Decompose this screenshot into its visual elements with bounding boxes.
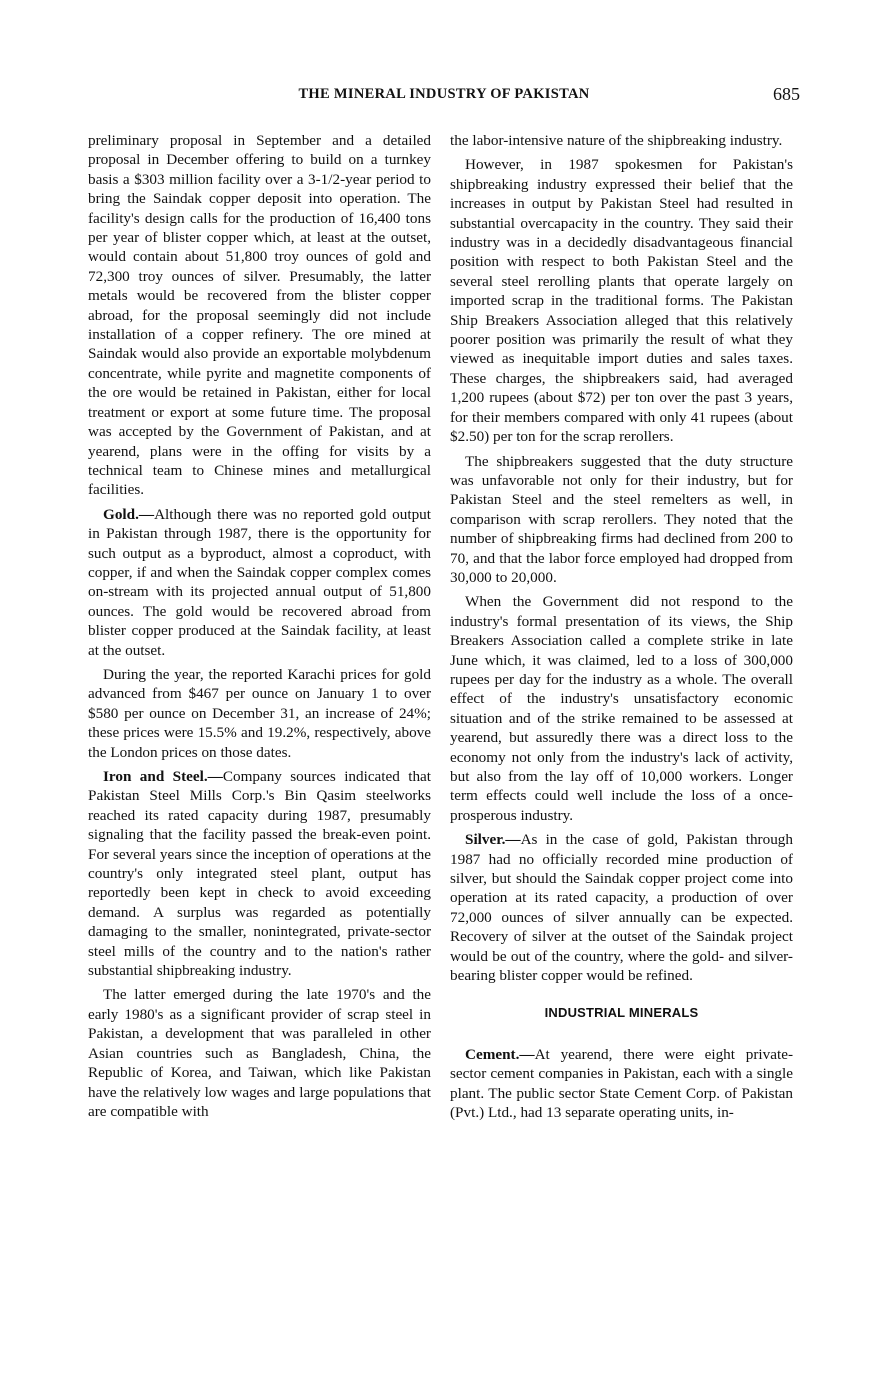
gold-run-in-heading: Gold.—: [103, 505, 155, 523]
section-heading-industrial-minerals: INDUSTRIAL MINERALS: [544, 1005, 699, 1021]
paragraph-labor-intensive: the labor-intensive nature of the shipbreaking industry.: [450, 132, 783, 149]
cement-text: At yearend, there were eight private-sector cement companies in Pakistan, each with a single plant. The public sector State Cement Corp. of Pakistan (Pvt.) Ltd., had 13 separate operating units, in-: [450, 1045, 793, 1122]
paragraph-iron-steel: [88, 767, 431, 980]
iron-steel-run-in-heading: Iron and Steel.—: [103, 768, 223, 785]
running-title: THE MINERAL INDUSTRY OF PAKISTAN: [298, 86, 590, 102]
gold-text: Although there was no reported gold output in Pakistan through 1987, there is the opportunity for such output as a byproduct, almost a coproduct, with copper, if and when the Saindak copper complex comes on-stream with its projected annual output of 51,800 ounces. The gold would be recovered abroad from blister copper produced at the Saindak facility, at least at the outset.: [88, 505, 431, 659]
cement-run-in-heading: Cement.—: [465, 1045, 535, 1063]
running-head: [88, 84, 800, 108]
paragraph-duty-structure: The shipbreakers suggested that the duty structure was unfavorable not only for their industry, but for Pakistan Steel and the steel remelters as well, in comparison with scrap rerollers. They noted that the number of shipbreaking firms had declined from 200 to 70, and that the labor force employed had dropped from 30,000 to 20,000.: [450, 452, 793, 586]
left-column: [88, 131, 431, 1126]
silver-text: As in the case of gold, Pakistan through 1987 had no officially recorded mine production of silver, but should the Saindak copper project come into operation at its rated capacity, a production of over 72,000 ounces of silver annually can be expected. Recovery of silver at the outset of the Saindak project would be out of the country, where the gold- and silver-bearing blister copper would be refined.: [450, 831, 793, 985]
paragraph-saindak-proposal: preliminary proposal in September and a detailed proposal in December offering to build on a turnkey basis a $303 million facility over a 3-1/2-year period to bring the Saindak copper deposit into operation. The facility's design calls for the production of 16,400 tons per year of blister copper which, at least at the outset, would contain about 51,800 troy ounces of gold and 72,300 troy ounces of silver. Presumably, the latter metals would be recovered from the blister copper abroad, for the proposal seemingly did not include installation of a copper refinery. The ore mined at Saindak would also provide an exportable molybdenum concentrate, while pyrite and magnetite components of the ore would be retained in Pakistan, either for local treatment or export at some future time. The proposal was accepted by the Government of Pakistan, and at yearend, plans were in the offing for visits by a technical team to Chinese mines and metallurgical facilities.: [88, 132, 431, 499]
right-column: [450, 131, 793, 1128]
paragraph-cement: [450, 1045, 793, 1123]
paragraph-strike: When the Government did not respond to the industry's formal presentation of its views, the Ship Breakers Association called a complete strike in late June which, it was claimed, led to a loss of 300,000 rupees per day for the industry as a whole. The overall effect of the industry's unsatisfactory economic situation and of the strike remained to be assessed at yearend, but assuredly there was a direct loss to the economy not only from the industry's lack of activity, but also from the lay off of 10,000 workers. Longer term effects could well include the loss of a once-prosperous industry.: [450, 593, 793, 824]
silver-run-in-heading: Silver.—: [465, 831, 521, 849]
paragraph-overcapacity: However, in 1987 spokesmen for Pakistan's shipbreaking industry expressed their belief that the increases in output by Pakistan Steel had resulted in substantial overcapacity in the country. They said their industry was in a decidedly disadvantageous financial position with respect to both Pakistan Steel and the several steel rerolling plants that operate largely on imported scrap in the traditional forms. The Pakistan Ship Breakers Association alleged that this relatively poorer position was primarily the result of what they viewed as inequitable import duties and sales taxes. These charges, the shipbreakers said, had averaged 1,200 rupees (about $72) per ton over the past 3 years, for their members compared with only 41 rupees (about $2.50) per ton for the scrap rerollers.: [450, 156, 793, 446]
page-number: 685: [773, 84, 800, 104]
paragraph-gold: [88, 505, 431, 660]
paragraph-silver: [450, 830, 793, 985]
paragraph-shipbreaking-origin: The latter emerged during the late 1970's and the early 1980's as a significant provider of scrap steel in Pakistan, a development that was paralleled in other Asian countries such as Bangladesh, China, the Republic of Korea, and Taiwan, which like Pakistan have the relatively low wages and large populations that are compatible with: [88, 986, 431, 1120]
paragraph-karachi-prices: During the year, the reported Karachi prices for gold advanced from $467 per ounce on January 1 to over $580 per ounce on December 31, an increase of 24%; these prices were 15.5% and 19.2%, respectively, above the London prices on those dates.: [88, 665, 431, 761]
iron-steel-text: Company sources indicated that Pakistan Steel Mills Corp.'s Bin Qasim steelworks reached its rated capacity during 1987, presumably signaling that the facility passed the break-even point. For several years since the inception of operations at the country's only integrated steel plant, output has reportedly been kept in check to avoid exceeding demand. A surplus was regarded as potentially damaging to the smaller, nonintegrated, private-sector steel mills of the country and to the nation's rather substantial shipbreaking industry.: [88, 768, 431, 980]
